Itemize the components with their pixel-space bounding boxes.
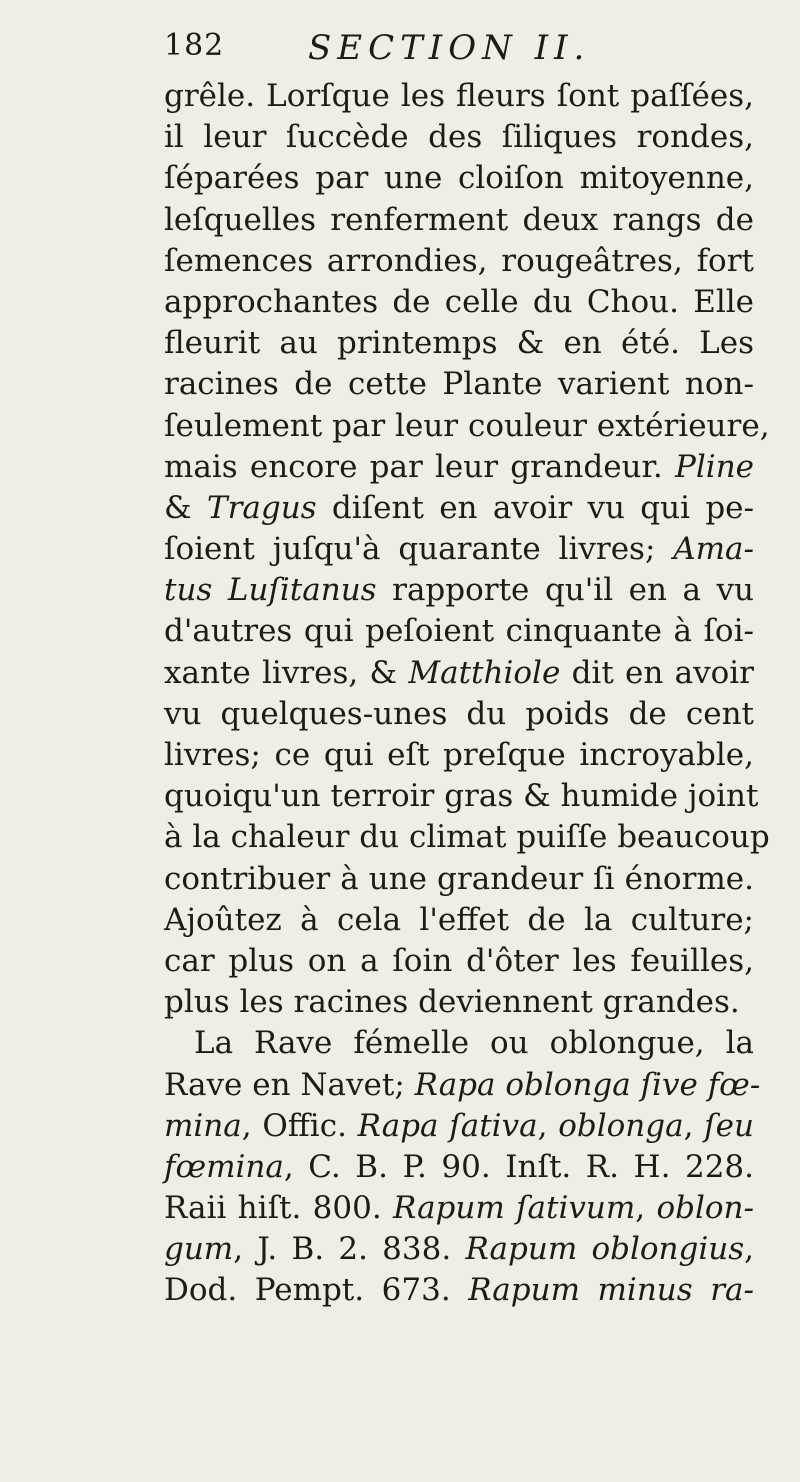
text-segment: plus les racines deviennent grandes.: [164, 984, 740, 1021]
text-segment: diſent en avoir vu qui pe-: [316, 489, 754, 526]
text-line: [164, 1147, 754, 1188]
text-segment: &: [164, 489, 207, 526]
text-line: [164, 488, 754, 529]
text-segment: grêle. Lorſque les fleurs ſont paſſées,: [164, 78, 754, 114]
text-line: [164, 694, 754, 735]
text-segment: ſeulement par leur couleur extérieure,: [164, 407, 770, 444]
text-segment: à la chaleur du climat puiſſe beaucoup: [164, 819, 770, 856]
italic-text: gum: [164, 1231, 234, 1268]
italic-text: Tragus: [206, 489, 317, 526]
text-line: [164, 1270, 754, 1311]
italic-text: mina: [164, 1107, 242, 1144]
italic-text: Rapum minus ra-: [468, 1272, 755, 1309]
text-line: [164, 653, 754, 694]
text-segment: livres; ce qui eſt preſque incroyable,: [164, 737, 754, 773]
italic-text: Rapa ſativa: [357, 1107, 538, 1144]
text-segment: Rave en Navet;: [164, 1066, 415, 1103]
text-segment: vu quelques-unes du poids de cent: [164, 695, 754, 732]
italic-text: fœmina: [164, 1148, 284, 1185]
text-segment: mais encore par leur grandeur.: [164, 448, 675, 485]
text-line: [164, 323, 754, 364]
italic-text: oblonga: [558, 1107, 684, 1144]
text-line: [164, 941, 754, 982]
text-line: [164, 1106, 754, 1147]
text-line: [164, 117, 754, 158]
text-segment: La Rave fémelle ou oblongue, la: [194, 1025, 754, 1062]
italic-text: Matthiole: [408, 654, 561, 691]
text-segment: xante livres, &: [164, 654, 409, 691]
text-segment: fleurit au printemps & en été. Les: [164, 325, 754, 362]
text-segment: d'autres qui peſoient cinquante à ſoi-: [164, 613, 754, 650]
text-segment: Ajoûtez à cela l'effet de la culture;: [164, 901, 754, 938]
text-segment: leſquelles renferment deux rangs de: [164, 201, 754, 238]
italic-text: Ama-: [673, 531, 754, 568]
text-line: [164, 900, 754, 941]
text-line: [164, 1023, 754, 1064]
text-segment: car plus on a ſoin d'ôter les feuilles,: [164, 942, 754, 979]
text-line: [164, 570, 754, 611]
text-segment: ,: [537, 1107, 559, 1144]
text-line: [164, 76, 754, 117]
italic-text: ſeu: [704, 1107, 754, 1144]
text-line: [164, 241, 754, 282]
italic-text: Rapa oblonga ſive fœ-: [414, 1066, 761, 1103]
text-segment: ,: [683, 1107, 705, 1144]
text-segment: ,: [635, 1190, 657, 1227]
page-number: 182: [164, 28, 225, 63]
text-segment: ſéparées par une cloiſon mitoyenne,: [164, 160, 754, 197]
text-line: [164, 158, 754, 199]
text-segment: Raii hiſt. 800.: [164, 1190, 394, 1227]
text-line: [164, 817, 770, 858]
text-line: [164, 529, 754, 570]
italic-text: tus Luſitanus: [164, 572, 377, 609]
text-segment: , J. B. 2. 838.: [233, 1231, 466, 1268]
text-segment: , Offic.: [241, 1107, 358, 1144]
text-line: [164, 735, 754, 776]
section-title: SECTION II.: [308, 28, 591, 68]
text-line: [164, 859, 754, 900]
italic-text: oblon-: [656, 1190, 754, 1227]
text-segment: Dod. Pempt. 673.: [164, 1272, 469, 1309]
text-segment: contribuer à une grandeur ſi énorme.: [164, 860, 754, 897]
text-segment: ſemences arrondies, rougeâtres, fort: [164, 242, 754, 279]
italic-text: Rapum oblongius: [465, 1231, 745, 1268]
text-line: [164, 1229, 754, 1270]
text-line: [164, 1188, 754, 1229]
text-segment: ,: [744, 1231, 755, 1268]
italic-text: Rapum ſativum: [393, 1190, 636, 1227]
text-segment: approchantes de celle du Chou. Elle: [164, 283, 754, 320]
text-line: [164, 406, 770, 447]
text-segment: rapporte qu'il en a vu: [376, 572, 754, 609]
text-line: [164, 611, 754, 652]
text-segment: dit en avoir: [560, 654, 754, 691]
text-line: [164, 282, 754, 323]
text-line: [164, 1065, 761, 1106]
running-header: [164, 28, 728, 78]
text-line: [164, 776, 759, 817]
body-text: [164, 76, 770, 1312]
text-segment: ſoient juſqu'à quarante livres;: [164, 531, 674, 568]
text-line: [164, 364, 754, 405]
italic-text: Pline: [675, 448, 754, 485]
text-segment: , C. B. P. 90. Inſt. R. H. 228.: [283, 1148, 754, 1185]
text-segment: il leur ſuccède des ſiliques rondes,: [164, 119, 754, 156]
text-line: [164, 200, 754, 241]
text-line: [164, 447, 754, 488]
text-segment: racines de cette Plante varient non-: [164, 366, 754, 403]
text-segment: quoiqu'un terroir gras & humide joint: [164, 778, 759, 815]
text-line: [164, 982, 754, 1023]
